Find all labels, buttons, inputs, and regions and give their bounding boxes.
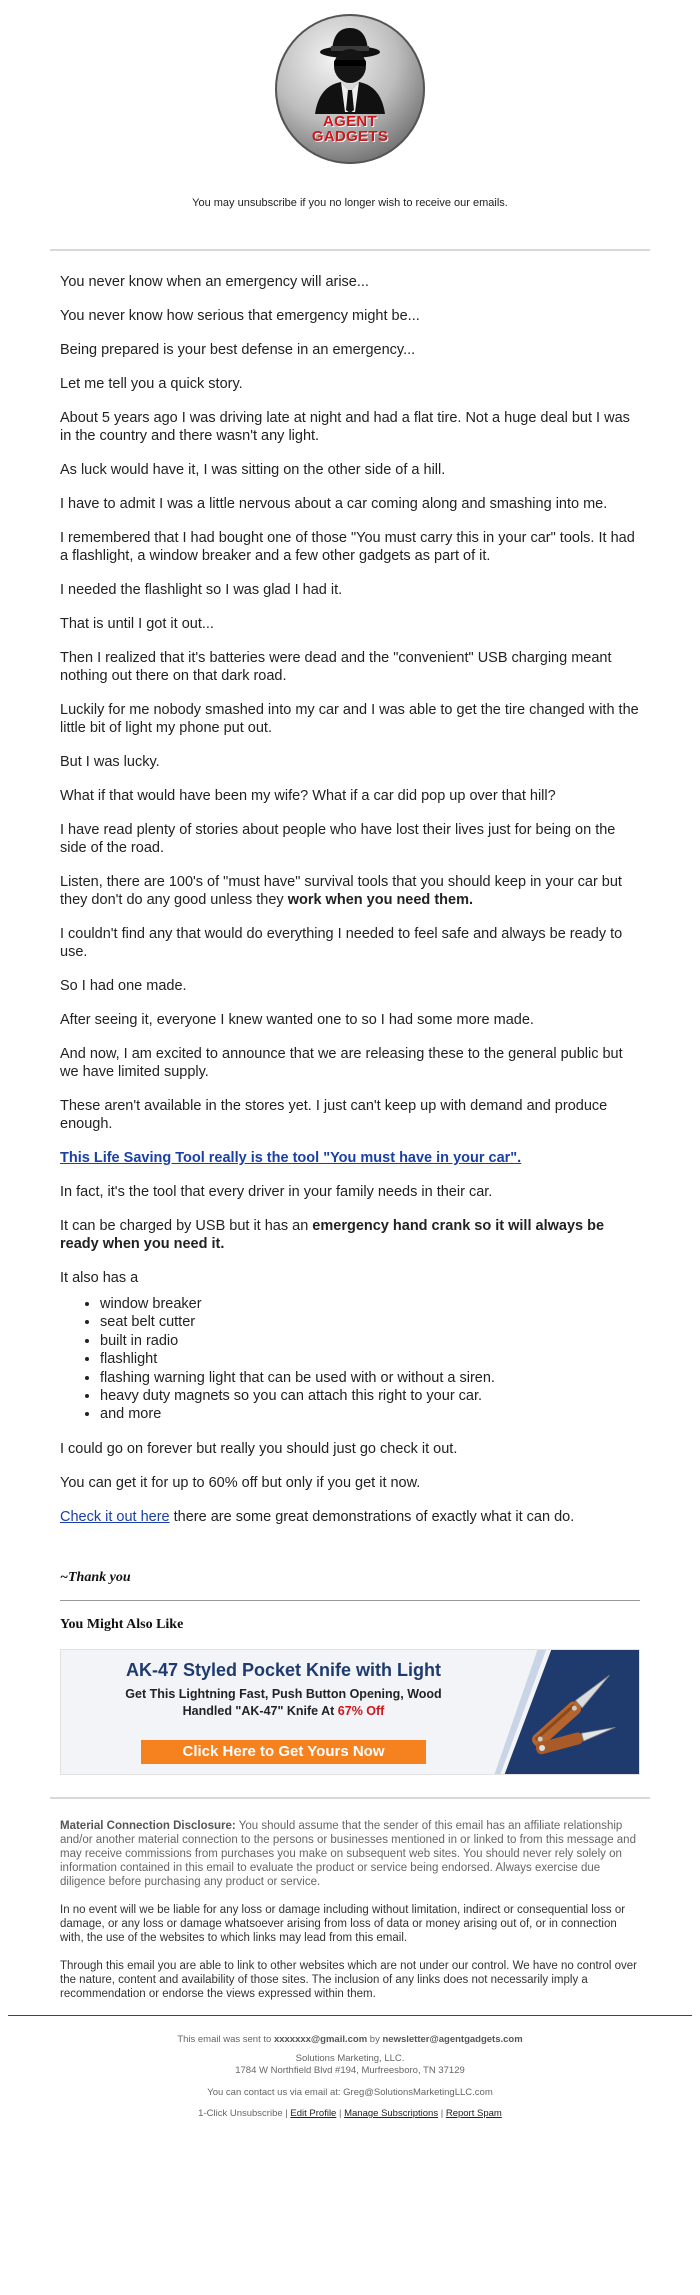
separator: |	[336, 2107, 345, 2119]
footer	[0, 2034, 700, 2119]
material-connection-disclosure	[60, 1819, 640, 1889]
recipient-email: xxxxxxx@gmail.com	[273, 2033, 368, 2045]
emphasis-text: emergency hand crank so it will always be ready when you need it.	[60, 1218, 605, 1252]
sent-by-prefix: by	[367, 2033, 383, 2045]
paragraph: You never know how serious that emergency might be...	[60, 308, 420, 324]
divider	[8, 2015, 692, 2016]
paragraph: And now, I am excited to announce that we are releasing these to the general public but we have limited supply.	[60, 1046, 623, 1080]
discount-text: 67% Off	[337, 1703, 385, 1718]
footer-links	[0, 2108, 700, 2119]
paragraph: That is until I got it out...	[60, 616, 214, 632]
feature-item: • seat belt cutter	[100, 1313, 640, 1331]
paragraph-text: Listen, there are 100's of "must have" survival tools that you should keep in your car but they don't do any good unless they	[60, 874, 622, 908]
paragraph: I have to admit I was a little nervous about a car coming along and smashing into me.	[60, 496, 608, 512]
paragraph: I remembered that I had bought one of those "You must carry this in your car" tools. It had a flashlight, a window breaker and a few other gadgets as part of it.	[60, 530, 635, 564]
paragraph: In fact, it's the tool that every driver in your family needs in their car.	[60, 1184, 493, 1200]
disclosure-label: Material Connection Disclosure:	[60, 1819, 236, 1832]
paragraph: Being prepared is your best defense in an emergency...	[60, 342, 416, 358]
agent-gadgets-logo[interactable]	[275, 14, 425, 164]
paragraph	[60, 1149, 640, 1167]
contact-line: You can contact us via email at: Greg@SolutionsMarketingLLC.com	[207, 2086, 493, 2098]
email-body	[0, 273, 700, 1526]
sign-off: ~Thank you	[60, 1569, 131, 1585]
knife-promo-banner[interactable]	[60, 1649, 640, 1775]
paragraph: After seeing it, everyone I knew wanted one to so I had some more made.	[60, 1012, 534, 1028]
banner-subtitle-text: Handled "AK-47" Knife At	[182, 1703, 338, 1718]
manage-subscriptions-link[interactable]: Manage Subscriptions	[344, 2107, 439, 2119]
sent-to-line	[0, 2034, 700, 2045]
life-saving-tool-link[interactable]: This Life Saving Tool really is the tool "You must have in your car".	[60, 1150, 522, 1166]
paragraph: But I was lucky.	[60, 754, 160, 770]
one-click-unsubscribe-link[interactable]: 1-Click Unsubscribe	[198, 2107, 283, 2119]
paragraph: About 5 years ago I was driving late at night and had a flat tire. Not a huge deal but I was in the country and there wasn't any light.	[60, 410, 630, 444]
paragraph-text: there are some great demonstrations of exactly what it can do.	[169, 1508, 575, 1525]
divider	[50, 1797, 650, 1799]
paragraph: Let me tell you a quick story.	[60, 376, 243, 392]
paragraph-text: It can be charged by USB but it has an	[60, 1218, 313, 1234]
paragraph: I needed the flashlight so I was glad I had it.	[60, 582, 343, 598]
paragraph: You never know when an emergency will arise...	[60, 274, 369, 290]
brand-line-agent: AGENT	[323, 113, 377, 130]
feature-item: • built in radio	[100, 1332, 640, 1350]
banner-title: AK-47 Styled Pocket Knife with Light	[125, 1659, 442, 1680]
paragraph: Luckily for me nobody smashed into my car and I was able to get the tire changed with the little bit of light my phone put out.	[60, 702, 639, 736]
paragraph: So I had one made.	[60, 978, 187, 994]
pocket-knife-icon	[513, 1660, 631, 1766]
external-links-disclaimer: Through this email you are able to link to other websites which are not under our control. We have no control over the nature, content and availability of those sites. The inclusion of any links does not necessarily imply a recommendation or endorse the views expressed within them.	[60, 1959, 638, 2000]
feature-item: • flashing warning light that can be used with or without a siren.	[100, 1369, 640, 1387]
get-yours-now-button[interactable]: Click Here to Get Yours Now	[141, 1740, 426, 1764]
brand-line-gadgets: GADGETS	[311, 128, 389, 145]
feature-item: • window breaker	[100, 1295, 640, 1313]
divider	[50, 249, 650, 251]
check-it-out-link[interactable]: Check it out here	[60, 1508, 170, 1525]
separator: |	[438, 2107, 446, 2119]
sender-email: newsletter@agentgadgets.com	[382, 2033, 523, 2045]
liability-disclaimer: In no event will we be liable for any loss or damage including without limitation, indirect or consequential loss or damage, or any loss or damage whatsoever arising from loss of data or money arising out of, or in connection with, the use of the websites to which links may lead from this email.	[60, 1903, 626, 1944]
paragraph: These aren't available in the stores yet. I just can't keep up with demand and produce enough.	[60, 1098, 608, 1132]
edit-profile-link[interactable]: Edit Profile	[290, 2107, 337, 2119]
company-address	[0, 2053, 700, 2077]
paragraph	[60, 873, 640, 909]
feature-item: • heavy duty magnets so you can attach this right to your car.	[100, 1387, 640, 1405]
banner-subtitle-line: Get This Lightning Fast, Push Button Opening, Wood	[125, 1686, 442, 1701]
disclosure-section	[0, 1819, 700, 2001]
feature-item: • and more	[100, 1405, 640, 1423]
header	[0, 0, 700, 169]
paragraph: I couldn't find any that would do everything I needed to feel safe and always be ready to use.	[60, 926, 623, 960]
sent-to-prefix: This email was sent to	[177, 2033, 274, 2045]
paragraph: I could go on forever but really you should just go check it out.	[60, 1440, 458, 1457]
report-spam-link[interactable]: Report Spam	[445, 2107, 502, 2119]
paragraph	[60, 1508, 640, 1526]
banner-subtitle	[61, 1686, 506, 1720]
paragraph: You can get it for up to 60% off but only if you get it now.	[60, 1474, 421, 1491]
paragraph: I have read plenty of stories about people who have lost their lives just for being on the side of the road.	[60, 822, 616, 856]
separator: |	[282, 2107, 291, 2119]
disclosure-text: You should assume that the sender of this email has an affiliate relationship and/or another material connection to the persons or businesses mentioned in or linked to from this message and may receive commissions from purchases you make on subsequent web sites. You should never rely solely on information contained in this email to evaluate the product or service being endorsed. Always exercise due diligence before purchasing any product or service.	[60, 1819, 636, 1888]
paragraph: Then I realized that it's batteries were dead and the "convenient" USB charging meant nothing out there on that dark road.	[60, 650, 612, 684]
paragraph: As luck would have it, I was sitting on the other side of a hill.	[60, 462, 446, 478]
emphasis-text: work when you need them.	[287, 892, 473, 908]
street-address: 1784 W Northfield Blvd #194, Murfreesboro, TN 37129	[235, 2064, 465, 2076]
feature-item: • flashlight	[100, 1350, 640, 1368]
company-name: Solutions Marketing, LLC.	[295, 2052, 405, 2064]
divider	[60, 1600, 640, 1601]
brand-wordmark	[275, 114, 425, 144]
banner-subtitle-line	[61, 1703, 506, 1720]
paragraph: What if that would have been my wife? What if a car did pop up over that hill?	[60, 788, 556, 804]
you-might-also-like-heading: You Might Also Like	[60, 1616, 184, 1632]
paragraph: It also has a	[60, 1270, 139, 1286]
paragraph	[60, 1217, 640, 1253]
unsubscribe-note: You may unsubscribe if you no longer wish to receive our emails.	[192, 197, 508, 209]
feature-list	[60, 1295, 640, 1424]
